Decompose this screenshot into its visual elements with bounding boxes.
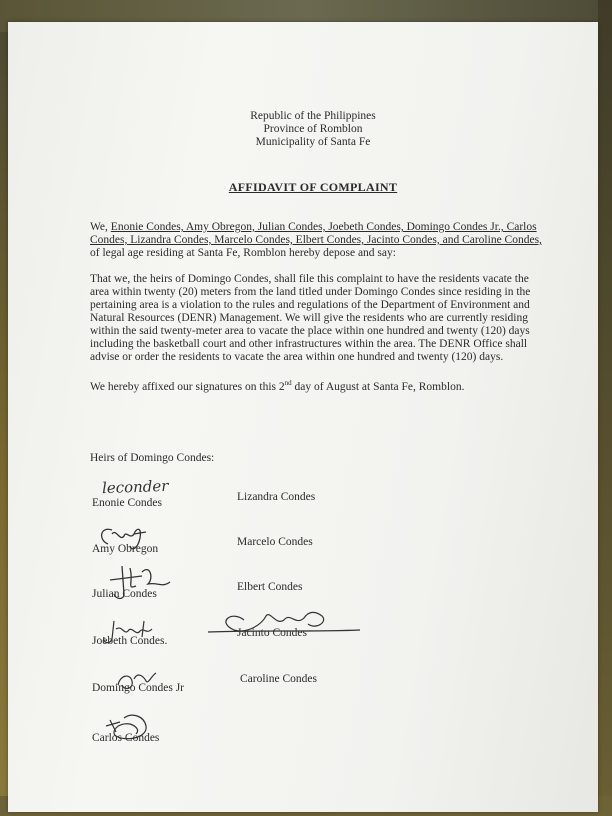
signatory-caroline: Caroline Condes — [240, 673, 317, 685]
enonie-signature: leconder — [101, 476, 169, 498]
intro-prefix: We, — [90, 221, 111, 233]
julian-signature — [100, 560, 190, 604]
body-line: That we, the heirs of Domingo Condes, shall file this complaint to have the residents vacate the — [90, 273, 529, 285]
heirs-label: Heirs of Domingo Condes: — [90, 452, 215, 464]
body-line: including the basketball court and other infrastructures within the area. The DENR Office shall — [90, 338, 528, 350]
header-republic: Republic of the Philippines — [250, 110, 376, 122]
closing-after: day of August at Santa Fe, Romblon. — [291, 380, 465, 393]
joebeth-signature — [94, 615, 164, 649]
intro-names-2: Condes, Lizandra Condes, Marcelo Condes, Elbert Condes, Jacinto Condes, and Caroline Condes, — [90, 234, 542, 246]
signatory-domingo-jr: Domingo Condes Jr — [92, 682, 184, 694]
intro-names-1: Enonie Condes, Amy Obregon, Julian Condes, Joebeth Condes, Domingo Condes Jr., Carlos — [110, 221, 537, 233]
closing-sup: nd — [284, 379, 292, 387]
body-line: within the said twenty-meter area to vacate the place within one hundred and twenty (120) days — [90, 325, 530, 337]
closing-before: We hereby affixed our signatures on this 2 — [90, 380, 285, 393]
jacinto-signature — [204, 602, 364, 642]
signatory-elbert: Elbert Condes — [237, 581, 303, 593]
document-title: AFFIDAVIT OF COMPLAINT — [228, 180, 398, 194]
amy-signature — [90, 522, 170, 558]
header-municipality: Municipality of Santa Fe — [255, 136, 371, 148]
header-province: Province of Romblon — [263, 123, 363, 135]
body-line: advise or order the residents to vacate the area within one hundred and twenty (120) days. — [90, 351, 504, 363]
domingo-signature — [110, 667, 160, 693]
signatory-joebeth: Joebeth Condes. — [92, 635, 168, 647]
intro-line-3: of legal age residing at Santa Fe, Romblon hereby depose and say: — [90, 247, 396, 259]
signatory-amy: Amy Obregon — [92, 543, 159, 555]
intro-line-1 — [90, 221, 560, 234]
signatory-enonie: Enonie Condes — [92, 497, 162, 509]
body-line: area within twenty (20) meters from the land titled under Domingo Condes since residing in the — [90, 286, 531, 298]
signatory-carlos: Carlos Condes — [92, 732, 160, 744]
closing-statement — [90, 377, 560, 394]
signatory-jacinto: Jacinto Condes — [237, 627, 307, 639]
signatory-julian: Julian Condes — [92, 588, 157, 600]
carlos-signature — [96, 708, 166, 748]
body-line: pertaining area is a violation to the rules and regulations of the Department of Environment and — [90, 299, 530, 311]
body-line: Natural Resources (DENR) Management. We will give the residents who are currently residing — [90, 312, 528, 324]
signatory-marcelo: Marcelo Condes — [237, 536, 313, 548]
intro-line-2 — [90, 234, 560, 247]
affidavit-page — [8, 22, 598, 812]
signatory-lizandra: Lizandra Condes — [237, 491, 316, 503]
